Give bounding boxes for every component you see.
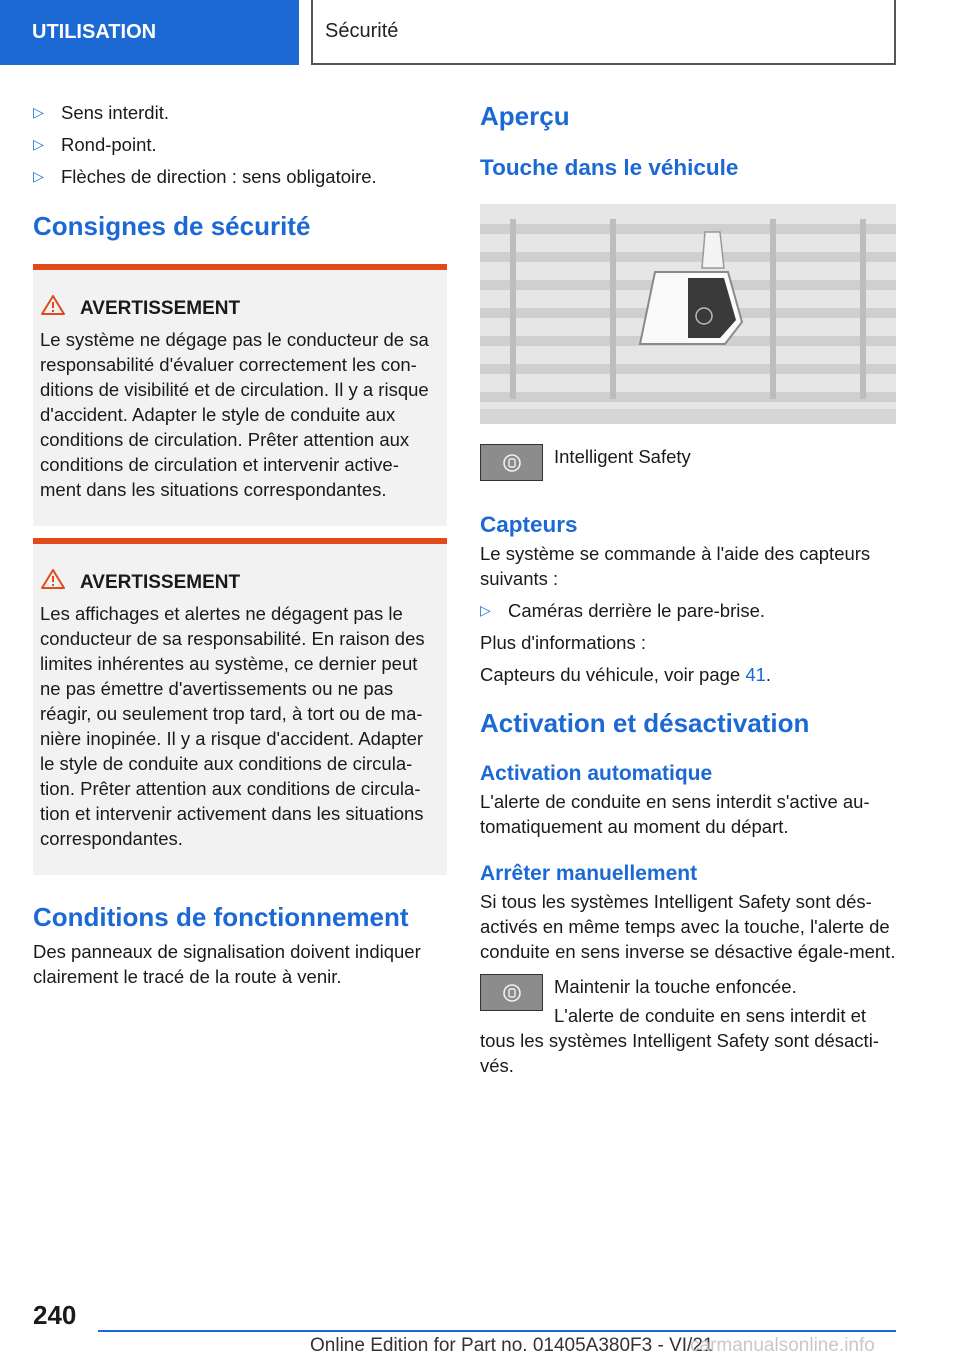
warning-text: Le système ne dégage pas le conducteur de sa responsabilité d'évaluer correctement les con-ditions de visibilité et de circulation. Il y a risque d'accident. Adapter le style de conduite aux conditions de circulation. Prêter attention aux conditions de circulation et intervenir active-ment dans les situations correspondantes.: [40, 329, 429, 500]
auto-activation-heading: Activation automatique: [480, 762, 713, 785]
warning-triangle-icon: [40, 294, 80, 323]
sign-list: [33, 100, 447, 189]
warning-box: [33, 264, 447, 526]
activation-heading: Activation et désactivation: [480, 708, 810, 738]
triangle-right-icon: ▷: [480, 602, 491, 618]
button-heading: Touche dans le véhicule: [480, 155, 739, 180]
list-item: ▷ Rond-point.: [33, 134, 157, 155]
page-number: 240: [33, 1300, 77, 1330]
intelligent-safety-icon: [480, 974, 543, 1011]
list-item: ▷ Flèches de direction : sens obligatoire.: [33, 166, 377, 187]
triangle-right-icon: ▷: [33, 168, 44, 184]
conditions-text: Des panneaux de signalisation doivent indiquer clairement le tracé de la route à venir.: [33, 941, 421, 987]
warning-triangle-icon: [40, 568, 80, 597]
left-column: [33, 100, 447, 989]
result-text: L'alerte de conduite en sens interdit et tous les systèmes Intelligent Safety sont désacti-vés.: [480, 1005, 879, 1076]
overview-heading: Aperçu: [480, 101, 570, 131]
button-label: Intelligent Safety: [554, 446, 691, 467]
list-item: ▷ Sens interdit.: [33, 102, 169, 123]
auto-activation-text: L'alerte de conduite en sens interdit s'active au-tomatiquement au moment du départ.: [480, 791, 870, 837]
manual-stop-text: Si tous les systèmes Intelligent Safety sont dés-activés en même temps avec la touche, l'alerte de conduite en sens inverse se désactive égale-ment.: [480, 891, 896, 962]
right-column: [480, 100, 896, 1078]
header-section-label: UTILISATION: [32, 21, 157, 43]
warning-text: Les affichages et alertes ne dégagent pas le conducteur de sa responsabilité. En raison des limites inhérentes au système, ce dernier peut ne pas émettre d'avertissements ou ne pas réagir, ou seulement trop tard, à tort ou de ma-nière inopinée. Il y a risque d'accident. Adapter le style de conduite aux conditions de circula-tion. Prêter attention aux conditions de circula-tion et intervenir activement dans les situations correspondantes.: [40, 603, 425, 849]
footer-watermark: carmanualsonline.info: [690, 1335, 875, 1356]
header-topic-label: Sécurité: [325, 20, 399, 42]
intelligent-safety-icon: [480, 444, 543, 481]
sensors-reference: Capteurs du véhicule, voir page 41.: [480, 664, 772, 685]
more-info-label: Plus d'informations :: [480, 632, 646, 653]
hold-instruction: Maintenir la touche enfoncée.: [554, 976, 797, 997]
header-topic-tab: [311, 0, 896, 65]
intelligent-safety-button-row: [480, 444, 896, 481]
manual-stop-heading: Arrêter manuellement: [480, 862, 698, 885]
sensors-list: [480, 598, 896, 623]
conditions-heading: Conditions de fonctionnement: [33, 902, 409, 932]
warning-title: AVERTISSEMENT: [40, 568, 439, 597]
triangle-right-icon: ▷: [33, 136, 44, 152]
sensors-heading: Capteurs: [480, 512, 578, 537]
sensors-text: Le système se commande à l'aide des capteurs suivants :: [480, 543, 871, 589]
page-link[interactable]: 41: [745, 664, 766, 685]
warning-title: AVERTISSEMENT: [40, 294, 439, 323]
warning-box: [33, 538, 447, 875]
footer-divider: [98, 1330, 896, 1332]
safety-heading: Consignes de sécurité: [33, 211, 311, 241]
footer-edition: Online Edition for Part no. 01405A380F3 - VI/21: [310, 1335, 714, 1356]
header-section-tab: [0, 0, 299, 65]
list-item: ▷ Caméras derrière le pare-brise.: [480, 600, 766, 621]
triangle-right-icon: ▷: [33, 104, 44, 120]
vehicle-button-photo: [480, 204, 896, 424]
